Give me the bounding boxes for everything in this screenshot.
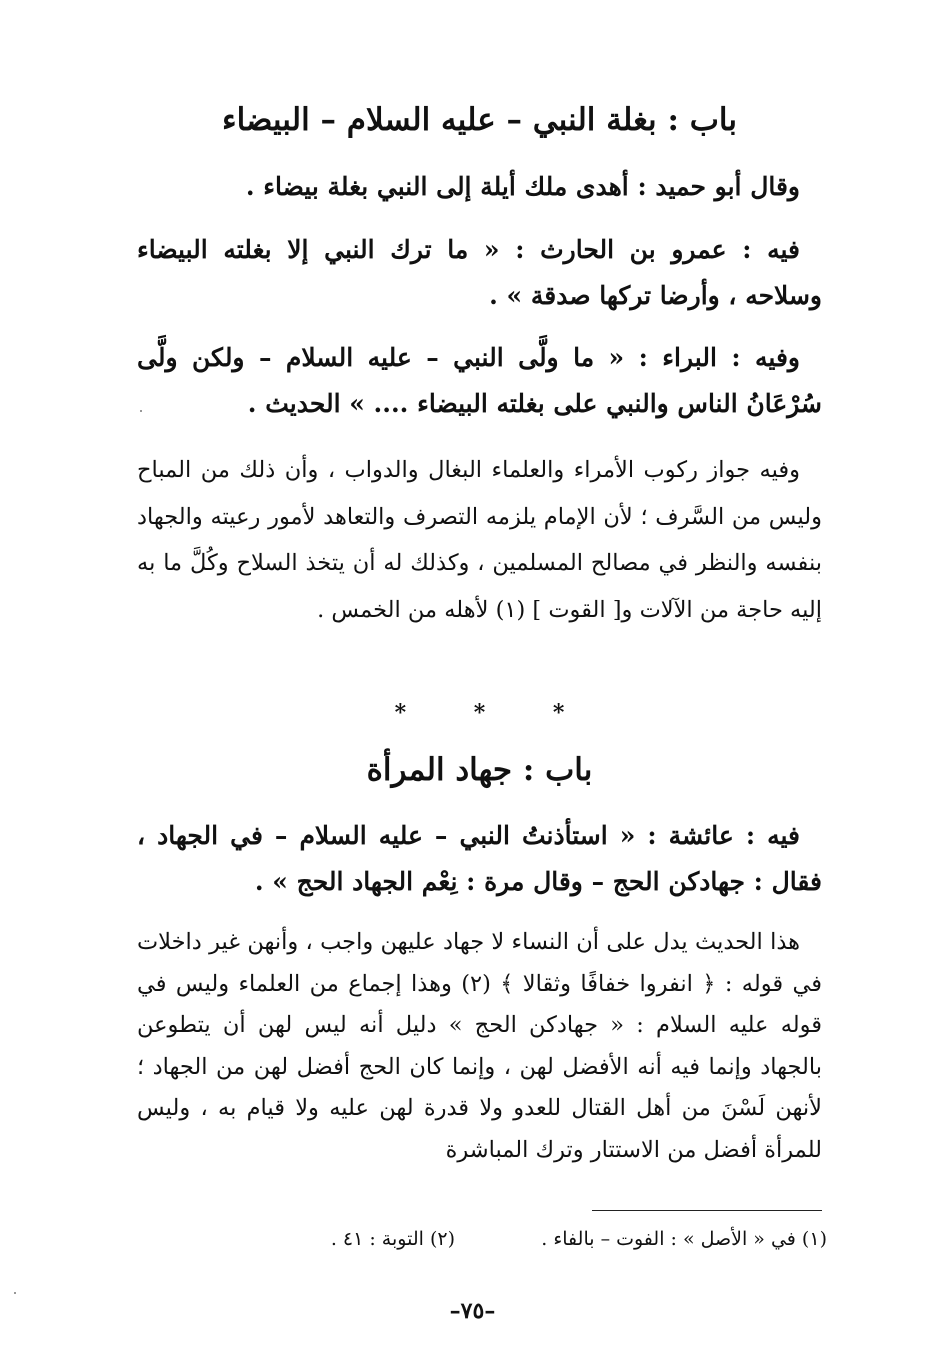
footnote-divider: [592, 1210, 822, 1211]
section-title-white-mule: باب : بغلة النبي – عليه السلام – البيضاء: [222, 102, 737, 138]
section-separator-stars: * * *: [394, 700, 565, 726]
paragraph-abu-humaid: وقال أبو حميد : أهدى ملك أيلة إلى النبي بغلة بيضاء .: [245, 172, 800, 201]
paragraph-al-bara: وفيه : البراء : « ما ولَّى النبي – عليه السلام – ولكن ولَّى سُرْعَانُ الناس والنبي على بغلته البيضاء .... » الحديث .: [137, 343, 822, 418]
paragraph-aisha: فيه : عائشة : « استأذنتُ النبي – عليه السلام – في الجهاد ، فقال : جهادكن الحج – وقال مرة : نِعْم الجهاد الحج » .: [137, 821, 822, 896]
footnote-2: (٢) التوبة : ٤١ .: [330, 1228, 455, 1250]
footnote-1: (١) في « الأصل » : الفوت – بالفاء .: [541, 1228, 827, 1250]
footnotes: [137, 1228, 827, 1258]
scan-speck: [14, 1292, 16, 1294]
scan-speck: [140, 410, 142, 412]
paragraph-amr-ibn-al-harith: فيه : عمرو بن الحارث : « ما ترك النبي إلا بغلته البيضاء وسلاحه ، وأرضا تركها صدقة » .: [137, 235, 822, 310]
page-number: –٧٥–: [449, 1298, 496, 1324]
commentary-paragraph-1: وفيه جواز ركوب الأمراء والعلماء البغال والدواب ، وأن ذلك من المباح وليس من السَّرف ؛ لأن الإمام يلزمه التصرف والتعاهد لأمور رعيته والجهاد بنفسه والنظر في مصالح المسلمين ، وكذلك له أن يتخذ السلاح وكُلَّ ما به إليه حاجة من الآلات و[ القوت ] (١) لأهله من الخمس .: [137, 457, 822, 623]
section-title-womens-jihad: باب : جهاد المرأة: [366, 752, 593, 788]
commentary-paragraph-2: هذا الحديث يدل على أن النساء لا جهاد عليهن واجب ، وأنهن غير داخلات في قوله : ﴿ انفروا خفافًا وثقالا ﴾ (٢) وهذا إجماع من العلماء وليس في قوله عليه السلام : « جهادكن الحج » دليل أنه ليس لهن أن يتطوعن بالجهاد وإنما فيه أنه الأفضل لهن ، وإنما كان الحج أفضل لهن من الجهاد ؛ لأنهن لَسْنَ من أهل القتال للعدو ولا قدرة لهن عليه ولا قيام به ، وليس للمرأة أفضل من الاستتار وترك المباشرة: [137, 929, 822, 1163]
